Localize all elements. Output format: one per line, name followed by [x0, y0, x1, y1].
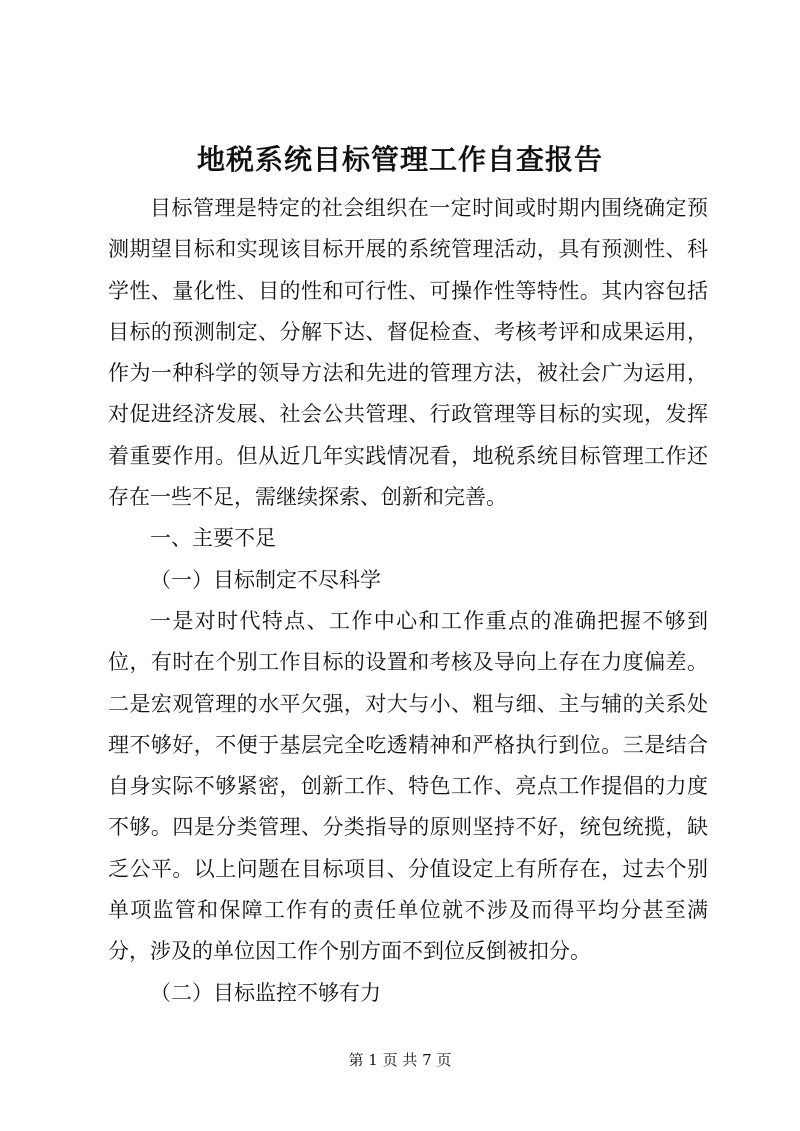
- subsection-heading-target-monitoring: （二）目标监控不够有力: [150, 980, 381, 1005]
- document-body: [108, 188, 708, 1014]
- subsection-heading-target-setting: （一）目标制定不尽科学: [150, 567, 381, 592]
- page-footer: 第 1 页 共 7 页: [348, 1051, 452, 1069]
- subsection-paragraph-target-setting: 一是对时代特点、工作中心和工作重点的准确把握不够到位，有时在个别工作目标的设置和考核及导向上存在力度偏差。二是宏观管理的水平欠强，对大与小、粗与细、主与辅的关系处理不够好，不便于基层完全吃透精神和严格执行到位。三是结合自身实际不够紧密，创新工作、特色工作、亮点工作提倡的力度不够。四是分类管理、分类指导的原则坚持不好，统包统揽，缺乏公平。以上问题在目标项目、分值设定上有所存在，过去个别单项监管和保障工作有的责任单位就不涉及而得平均分甚至满分，涉及的单位因工作个别方面不到位反倒被扣分。: [108, 608, 708, 964]
- intro-paragraph: 目标管理是特定的社会组织在一定时间或时期内围绕确定预测期望目标和实现该目标开展的系统管理活动，具有预测性、科学性、量化性、目的性和可行性、可操作性等特性。其内容包括目标的预测制定、分解下达、督促检查、考核考评和成果运用，作为一种科学的领导方法和先进的管理方法，被社会广为运用，对促进经济发展、社会公共管理、行政管理等目标的实现，发挥着重要作用。但从近几年实践情况看，地税系统目标管理工作还存在一些不足，需继续探索、创新和完善。: [108, 196, 708, 510]
- section-heading-main-shortcomings: 一、主要不足: [150, 526, 276, 551]
- document-title: 地税系统目标管理工作自查报告: [196, 143, 603, 176]
